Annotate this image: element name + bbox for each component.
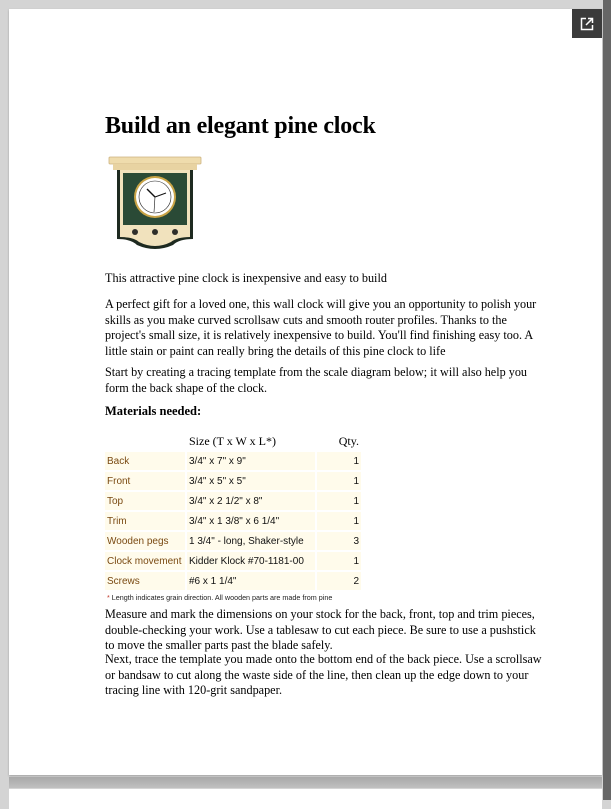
materials-part-cell: Screws	[105, 572, 185, 590]
intro-paragraph: A perfect gift for a loved one, this wall clock will give you an opportunity to polish your skills as you make curved scrollsaw cuts and smooth router profiles. Thanks to the project's small size, it is relatively inexpensive to build. You'll find finishing easy too. A little stain or paint can really bring the details of this pine clock to life	[105, 297, 537, 358]
note-asterisk: *	[107, 592, 110, 602]
page-separator	[9, 777, 602, 788]
materials-header-row	[105, 434, 361, 450]
materials-qty-cell: 1	[317, 472, 361, 490]
materials-part-cell: Back	[105, 452, 185, 470]
materials-row	[105, 552, 361, 570]
materials-row	[105, 532, 361, 550]
materials-size-cell: Kidder Klock #70-1181-00	[187, 552, 315, 570]
materials-heading: Materials needed:	[105, 404, 202, 418]
materials-size-cell: 3/4" x 7" x 9"	[187, 452, 315, 470]
start-paragraph: Start by creating a tracing template from the scale diagram below; it will also help you form the back shape of the clock.	[105, 365, 528, 395]
popout-button[interactable]	[572, 9, 602, 38]
materials-part-cell: Clock movement	[105, 552, 185, 570]
materials-row	[105, 512, 361, 530]
materials-row	[105, 452, 361, 470]
document-title: Build an elegant pine clock	[105, 113, 376, 139]
materials-note	[105, 592, 361, 602]
document-page	[9, 9, 602, 775]
materials-qty-cell: 1	[317, 552, 361, 570]
materials-part-cell: Top	[105, 492, 185, 510]
materials-size-cell: #6 x 1 1/4"	[187, 572, 315, 590]
header-qty: Qty.	[338, 434, 359, 448]
materials-qty-cell: 1	[317, 452, 361, 470]
materials-size-cell: 3/4" x 1 3/8" x 6 1/4"	[187, 512, 315, 530]
materials-size-cell: 3/4" x 2 1/2" x 8"	[187, 492, 315, 510]
materials-table	[103, 432, 363, 604]
materials-part-cell: Wooden pegs	[105, 532, 185, 550]
next-page	[9, 789, 602, 809]
open-in-new-icon	[580, 17, 594, 31]
next-paragraph: Next, trace the template you made onto the bottom end of the back piece. Use a scrollsaw or bandsaw to cut along the waste side of the line, then clean up the edge down to your tracing line with 120-grit sandpaper.	[105, 652, 542, 697]
note-text: Length indicates grain direction. All wooden parts are made from pine	[109, 592, 333, 602]
materials-note-row	[105, 592, 361, 602]
scrollbar[interactable]	[603, 0, 611, 800]
materials-row	[105, 492, 361, 510]
materials-row	[105, 572, 361, 590]
materials-size-cell: 1 3/4" - long, Shaker-style	[187, 532, 315, 550]
materials-qty-cell: 1	[317, 492, 361, 510]
header-size: Size (T x W x L*)	[189, 434, 276, 448]
materials-part-cell: Trim	[105, 512, 185, 530]
materials-qty-cell: 3	[317, 532, 361, 550]
header-part	[105, 434, 185, 450]
materials-row	[105, 472, 361, 490]
materials-part-cell: Front	[105, 472, 185, 490]
materials-qty-cell: 1	[317, 512, 361, 530]
image-caption: This attractive pine clock is inexpensive and easy to build	[105, 271, 387, 285]
materials-size-cell: 3/4" x 5" x 5"	[187, 472, 315, 490]
clock-photo	[107, 155, 203, 253]
materials-qty-cell: 2	[317, 572, 361, 590]
measure-paragraph: Measure and mark the dimensions on your stock for the back, front, top and trim pieces, double-checking your work. Use a tablesaw to cut each piece. Be sure to use a pushstick to move the smaller parts past the blade safely.	[105, 607, 536, 652]
